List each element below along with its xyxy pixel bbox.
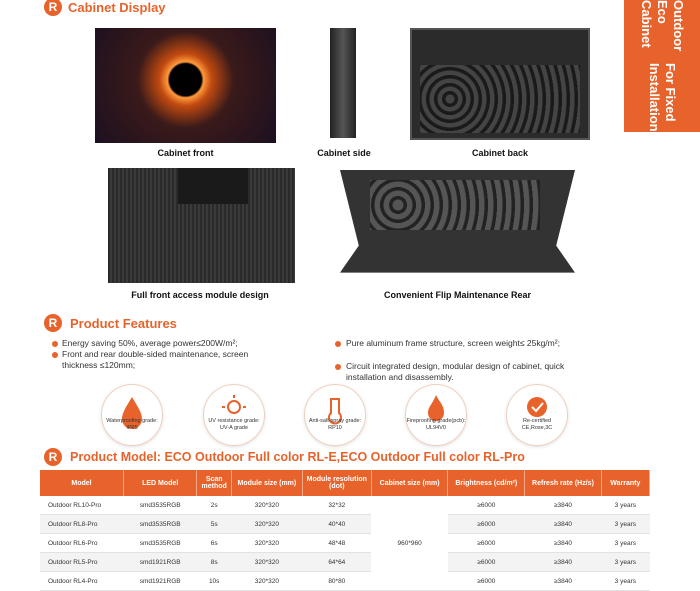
feature-right-2: Circuit integrated design, modular design of cabinet, quick installation and disassembly. (346, 361, 565, 382)
table-row (40, 572, 650, 591)
cell-refresh: ≥3840 (525, 553, 601, 572)
fire-icon (406, 385, 466, 445)
cert-waterproof (102, 385, 162, 445)
cell-brightness: ≥6000 (448, 572, 525, 591)
cell-model: Outdoor RL10-Pro (40, 496, 124, 515)
cell-resolution: 48*48 (302, 534, 371, 553)
side-banner-line1: Outdoor Eco Cabinet (639, 0, 686, 52)
table-row (40, 515, 650, 534)
water-drop-icon (102, 385, 162, 445)
cell-model: Outdoor RL5-Pro (40, 553, 124, 572)
side-banner-text (624, 0, 700, 132)
feature-bullet (335, 341, 341, 347)
cell-module-size: 320*320 (232, 515, 303, 534)
cell-module-size: 320*320 (232, 572, 303, 591)
cell-led-model: smd3535RGB (124, 496, 197, 515)
cell-module-size: 320*320 (232, 534, 303, 553)
cell-refresh: ≥3840 (525, 496, 601, 515)
product-features-title: Product Features (70, 316, 177, 331)
cell-led-model: smd1921RGB (124, 572, 197, 591)
certified-badge-icon (507, 385, 567, 445)
product-model-title: Product Model: ECO Outdoor Full color RL-E,ECO Outdoor Full color RL-Pro (70, 450, 525, 464)
cell-led-model: smd1921RGB (124, 553, 197, 572)
cert-salt-spray-label: Anti-salt-spray grade: RP10 (308, 418, 362, 431)
feature-bullet (52, 341, 58, 347)
col-module-size: Module size (mm) (232, 470, 303, 496)
cell-module-size: 320*320 (232, 553, 303, 572)
cert-fireproof (406, 385, 466, 445)
cell-brightness: ≥6000 (448, 534, 525, 553)
cabinet-front-image (95, 28, 276, 143)
cell-refresh: ≥3840 (525, 572, 601, 591)
module-design-caption: Full front access module design (131, 290, 269, 300)
cell-model: Outdoor RL4-Pro (40, 572, 124, 591)
side-banner-line2: For Fixed Installation (647, 63, 678, 132)
cell-model: Outdoor RL6-Pro (40, 534, 124, 553)
cert-salt-spray (305, 385, 365, 445)
module-design-image (108, 168, 295, 283)
cabinet-back-caption: Cabinet back (471, 148, 529, 158)
cell-module-size: 320*320 (232, 496, 303, 515)
cell-cabinet-size: 960*960 (371, 496, 447, 591)
cabinet-display-title: Cabinet Display (68, 0, 166, 15)
cell-brightness: ≥6000 (448, 553, 525, 572)
col-refresh-rate: Refresh rate (Hz/s) (525, 470, 601, 496)
feature-bullet (335, 364, 341, 370)
cell-scan: 6s (197, 534, 232, 553)
brand-logo-icon: R (44, 314, 62, 332)
brand-logo-icon: R (44, 448, 62, 466)
cert-recertified-label: Re-certified CE,Rose,3C (521, 418, 553, 431)
flip-maintenance-caption: Convenient Flip Maintenance Rear (383, 290, 532, 300)
cell-warranty: 3 years (601, 496, 649, 515)
col-led-model: LED Model (124, 470, 197, 496)
cell-resolution: 40*40 (302, 515, 371, 534)
cell-warranty: 3 years (601, 515, 649, 534)
feature-right-1: Pure aluminum frame structure, screen weight≤ 25kg/m²; (346, 338, 560, 348)
col-warranty: Warranty (601, 470, 649, 496)
cert-uv (204, 385, 264, 445)
table-row (40, 553, 650, 572)
col-module-resolution: Module resolution (dot) (302, 470, 371, 496)
cell-scan: 10s (197, 572, 232, 591)
table-row (40, 496, 650, 515)
col-brightness: Brightness (cd/m²) (448, 470, 525, 496)
spec-table (40, 470, 650, 591)
cell-resolution: 32*32 (302, 496, 371, 515)
cell-warranty: 3 years (601, 534, 649, 553)
brand-logo-icon: R (44, 0, 62, 16)
cell-warranty: 3 years (601, 572, 649, 591)
table-header-row (40, 470, 650, 496)
cell-resolution: 64*64 (302, 553, 371, 572)
feature-bullet (52, 352, 58, 358)
flip-maintenance-image (340, 170, 575, 278)
cabinet-side-caption: Cabinet side (317, 148, 371, 158)
cell-refresh: ≥3840 (525, 534, 601, 553)
cell-led-model: smd3535RGB (124, 534, 197, 553)
cabinet-front-caption: Cabinet front (157, 148, 214, 158)
cell-scan: 8s (197, 553, 232, 572)
cell-refresh: ≥3840 (525, 515, 601, 534)
cert-fireproof-label: Fireproofing grade(pcb): UL94V0 (406, 418, 466, 431)
cert-recertified (507, 385, 567, 445)
cell-brightness: ≥6000 (448, 496, 525, 515)
col-scan-method: Scan method (197, 470, 232, 496)
cell-model: Outdoor RL8-Pro (40, 515, 124, 534)
cell-warranty: 3 years (601, 553, 649, 572)
cell-scan: 2s (197, 496, 232, 515)
cell-resolution: 80*80 (302, 572, 371, 591)
sun-icon (204, 385, 264, 445)
cabinet-back-image (410, 28, 590, 140)
feature-left-2: Front and rear double-sided maintenance, screen thickness ≤120mm; (62, 349, 249, 370)
cabinet-side-image (330, 28, 356, 138)
cell-scan: 5s (197, 515, 232, 534)
feature-left-1: Energy saving 50%, average power≤200W/m²; (62, 338, 238, 348)
table-row (40, 534, 650, 553)
col-cabinet-size: Cabinet size (mm) (371, 470, 447, 496)
salt-spray-icon (305, 385, 365, 445)
cert-uv-label: UV resistance grade: UV-A grade (208, 418, 260, 431)
cell-led-model: smd3535RGB (124, 515, 197, 534)
col-model: Model (40, 470, 124, 496)
cell-brightness: ≥6000 (448, 515, 525, 534)
cert-waterproof-label: Waterproofing grade: IP65 (106, 418, 158, 431)
